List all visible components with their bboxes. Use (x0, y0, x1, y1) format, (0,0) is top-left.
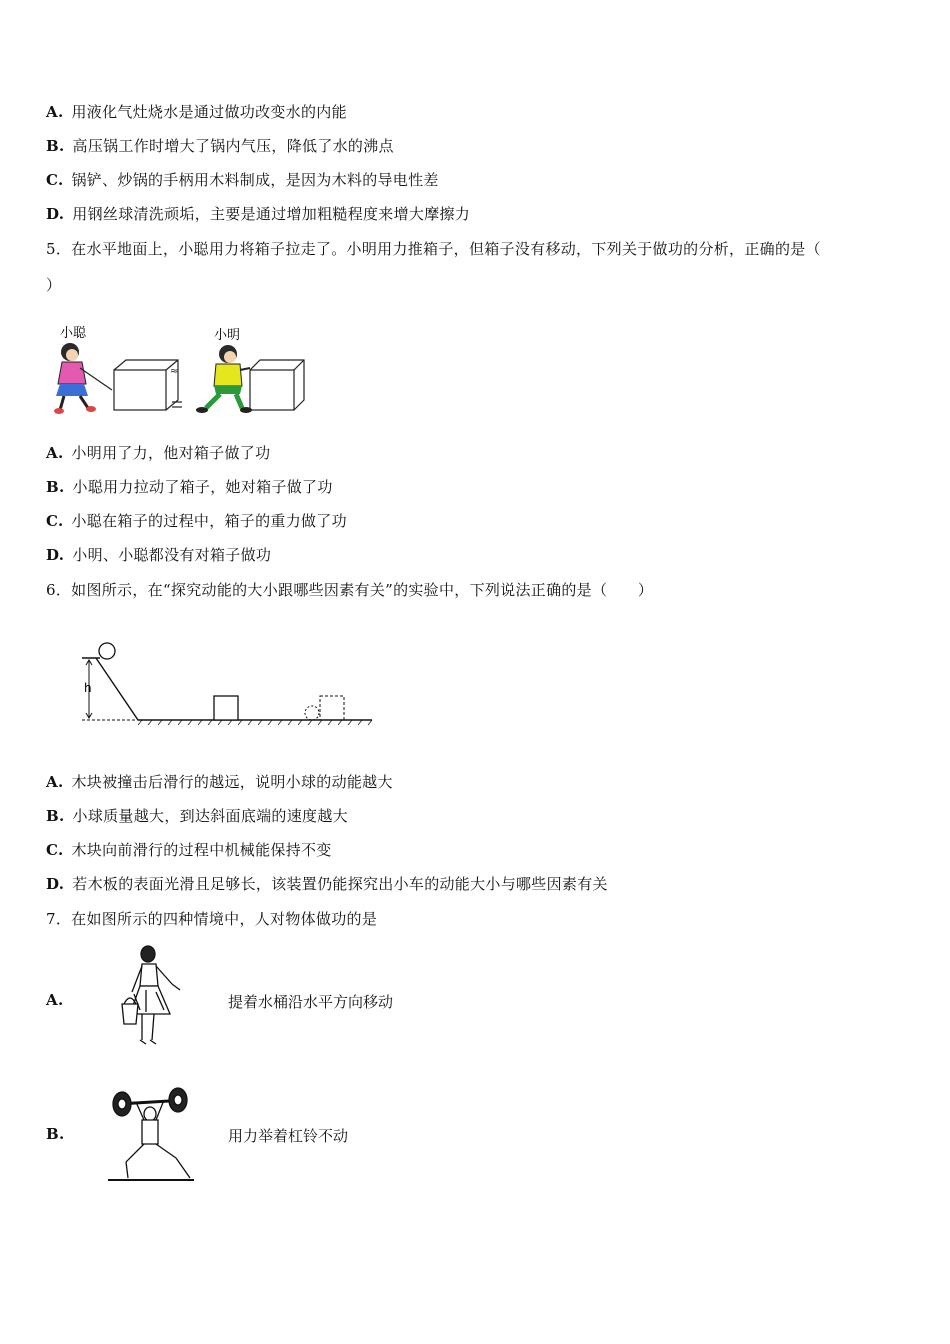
q5-figure (46, 318, 308, 418)
option-label: A. (46, 773, 64, 791)
q7-stem: 7．在如图所示的四种情境中，人对物体做功的是 (46, 910, 378, 928)
q7-option-a-label: A. (46, 991, 64, 1009)
q5-option-a (46, 442, 270, 463)
option-text: 若木板的表面光滑且足够长，该装置仍能探究出小车的动能大小与哪些因素有关 (72, 875, 608, 893)
q6-figure (76, 640, 376, 728)
option-label: C. (46, 841, 64, 859)
q4-option-a (46, 101, 347, 122)
option-text: 小球质量越大，到达斜面底端的速度越大 (72, 807, 348, 825)
q7-option-a-text: 提着水桶沿水平方向移动 (228, 993, 394, 1011)
option-label: A. (46, 444, 64, 462)
q7-option-b-text: 用力举着杠铃不动 (228, 1127, 349, 1145)
figure-label-right: 小明 (214, 328, 241, 343)
q4-option-b (46, 135, 394, 156)
weightlifter-illustration (106, 1084, 198, 1184)
height-label: h (84, 681, 92, 695)
q5-stem-end: ） (46, 276, 62, 294)
option-label: D. (46, 875, 65, 893)
q4-option-d (46, 203, 470, 224)
girl-pulling-illustration (54, 343, 112, 414)
option-label: B. (46, 807, 65, 825)
q5-option-d (46, 544, 271, 565)
q6-option-d (46, 873, 608, 894)
option-text: 木块向前滑行的过程中机械能保持不变 (71, 841, 332, 859)
figure-label-left: 小聪 (60, 326, 87, 341)
q5-option-c (46, 510, 347, 531)
q4-option-c (46, 169, 439, 190)
q7-option-b-label: B. (46, 1125, 65, 1143)
svg-text:≈: ≈ (170, 366, 179, 377)
option-text: 小聪用力拉动了箱子，她对箱子做了功 (72, 478, 333, 496)
wood-block-dashed (320, 696, 344, 720)
q5-stem: 5．在水平地面上，小聪用力将箱子拉走了。小明用力推箱子，但箱子没有移动，下列关于做功的分析，正确的是（ (46, 240, 821, 258)
option-label: C. (46, 171, 64, 189)
q6-option-b (46, 805, 348, 826)
option-text: 小明用了力，他对箱子做了功 (71, 444, 271, 462)
option-label: B. (46, 137, 65, 155)
option-label: C. (46, 512, 64, 530)
option-label: D. (46, 546, 65, 564)
option-text: 木块被撞击后滑行的越远，说明小球的动能越大 (71, 773, 393, 791)
q5-option-b (46, 476, 333, 497)
option-label: D. (46, 205, 65, 223)
option-label: B. (46, 478, 65, 496)
option-text: 用钢丝球清洗顽垢，主要是通过增加粗糙程度来增大摩擦力 (72, 205, 471, 223)
ball (99, 643, 115, 659)
woman-carrying-bucket-illustration (110, 944, 190, 1048)
wood-block (214, 696, 238, 720)
q6-stem: 6．如图所示，在“探究动能的大小跟哪些因素有关”的实验中，下列说法正确的是（ ） (46, 581, 654, 599)
q6-option-a (46, 771, 393, 792)
option-label: A. (46, 103, 64, 121)
q6-option-c (46, 839, 332, 860)
boy-pushing-illustration (196, 345, 252, 413)
option-text: 锅铲、炒锅的手柄用木料制成，是因为木料的导电性差 (71, 171, 439, 189)
ball-dashed (305, 706, 319, 720)
option-text: 高压锅工作时增大了锅内气压，降低了水的沸点 (72, 137, 394, 155)
option-text: 小明、小聪都没有对箱子做功 (72, 546, 272, 564)
box-right (250, 360, 304, 410)
option-text: 用液化气灶烧水是通过做功改变水的内能 (71, 103, 347, 121)
box-left (114, 360, 178, 410)
option-text: 小聪在箱子的过程中，箱子的重力做了功 (71, 512, 347, 530)
